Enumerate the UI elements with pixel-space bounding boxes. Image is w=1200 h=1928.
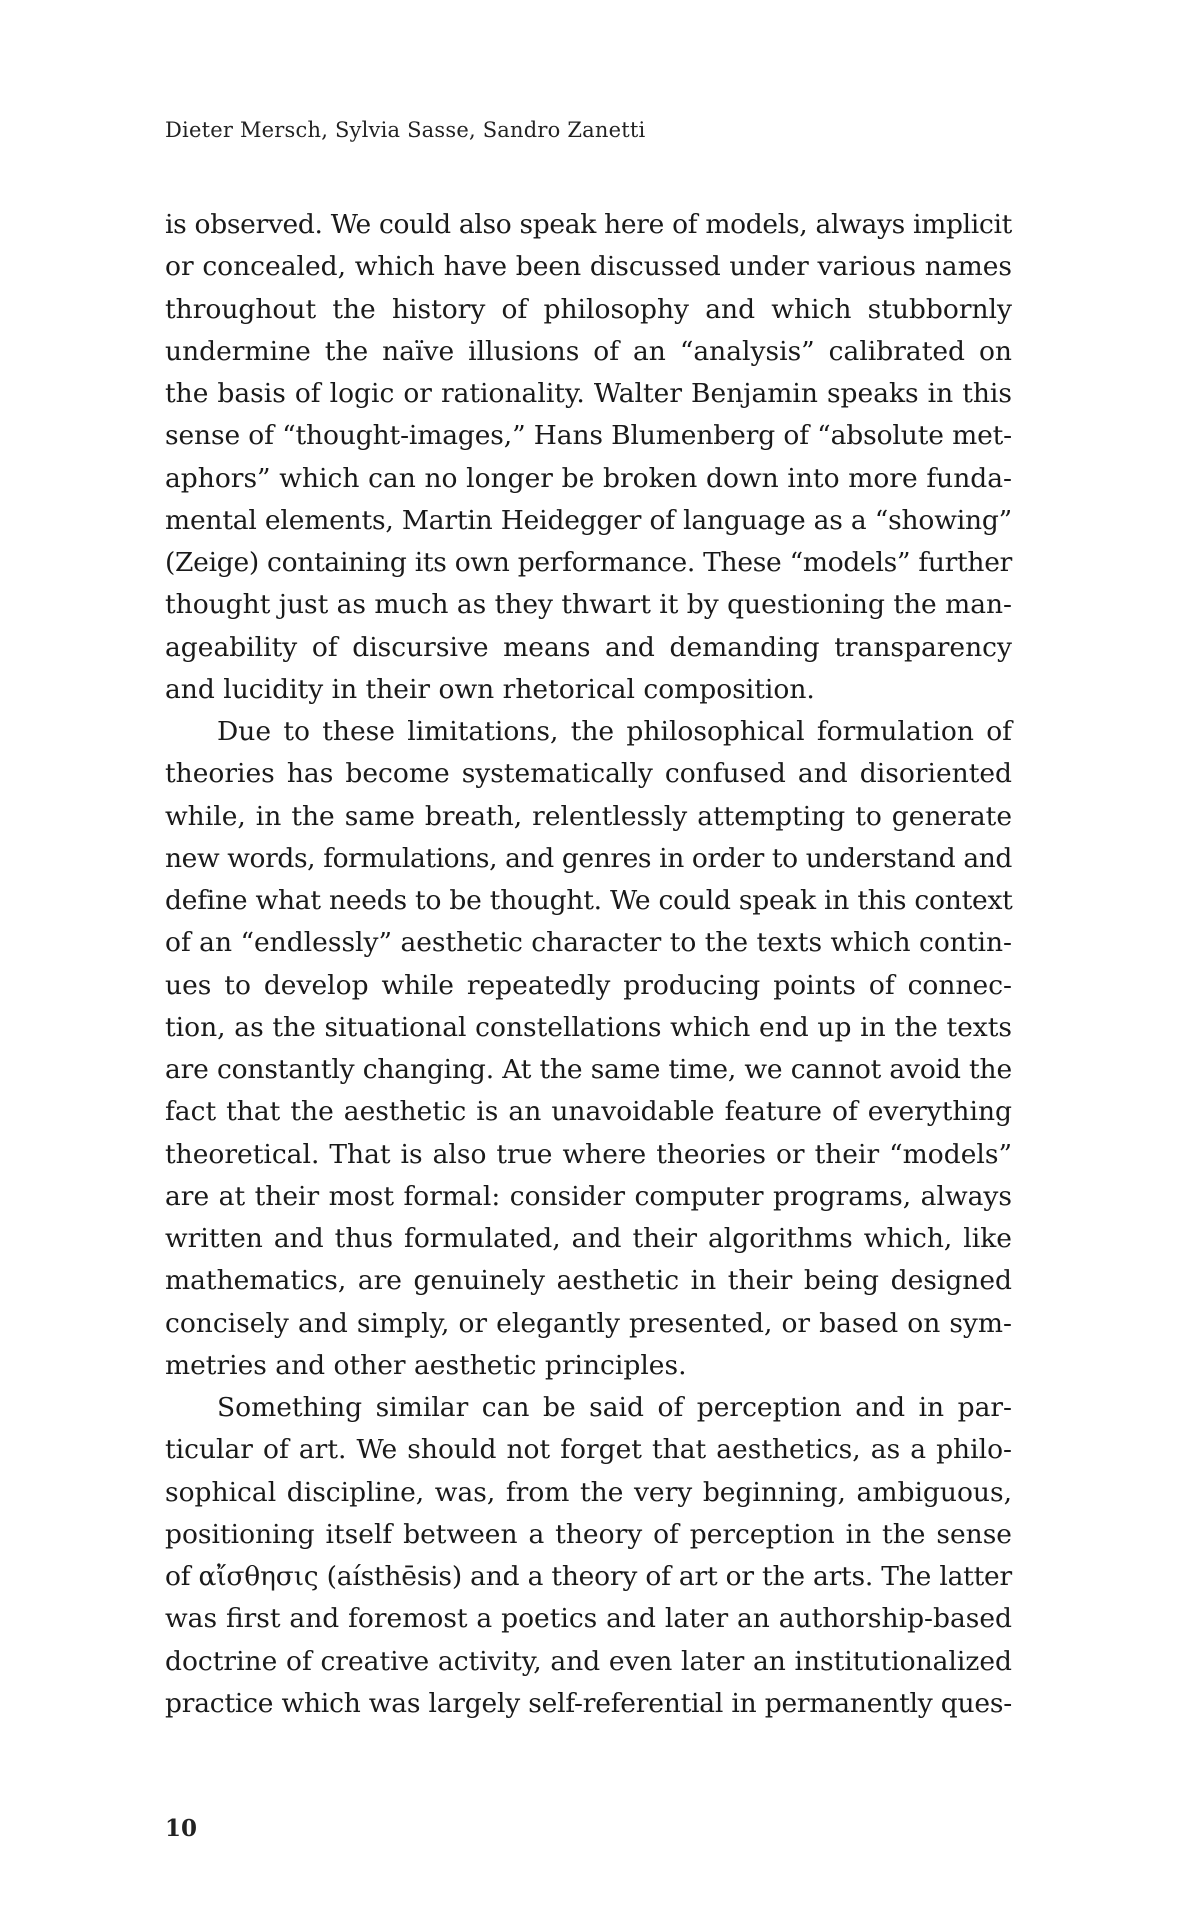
text-line: tion, as the situational constellations which end up in the texts	[165, 1011, 1012, 1043]
text-line: or concealed, which have been discussed under various names	[165, 251, 1012, 283]
text-line: Something similar can be said of perception and in par-	[217, 1392, 1012, 1423]
text-line: concisely and simply, or elegantly presented, or based on sym-	[165, 1307, 1012, 1339]
text-line: of αἴσθησις (aísthēsis) and a theory of art or the arts. The latter	[165, 1561, 1012, 1592]
text-line: and lucidity in their own rhetorical composition.	[165, 673, 815, 705]
text-line: mental elements, Martin Heidegger of language as a “showing”	[165, 504, 1012, 536]
text-line: throughout the history of philosophy and which stubbornly	[165, 293, 1012, 325]
text-line: practice which was largely self-referential in permanently ques-	[165, 1687, 1012, 1719]
text-line: (Zeige) containing its own performance. These “models” further	[165, 547, 1012, 578]
text-line: written and thus formulated, and their algorithms which, like	[165, 1223, 1012, 1254]
text-line: mathematics, are genuinely aesthetic in their being designed	[165, 1265, 1012, 1297]
text-line: sophical discipline, was, from the very beginning, ambiguous,	[165, 1476, 1012, 1508]
text-line: doctrine of creative activity, and even later an institutionalized	[165, 1645, 1012, 1677]
text-line: while, in the same breath, relentlessly attempting to generate	[165, 800, 1012, 832]
text-line: undermine the naïve illusions of an “analysis” calibrated on	[165, 335, 1012, 367]
text-line: the basis of logic or rationality. Walter Benjamin speaks in this	[165, 378, 1012, 409]
text-line: new words, formulations, and genres in order to understand and	[165, 842, 1012, 874]
text-line: is observed. We could also speak here of models, always implicit	[165, 209, 1012, 240]
text-line: aphors” which can no longer be broken down into more funda-	[165, 462, 1012, 494]
text-line: are at their most formal: consider computer programs, always	[165, 1180, 1012, 1212]
text-line: are constantly changing. At the same time, we cannot avoid the	[165, 1054, 1012, 1085]
text-line: ticular of art. We should not forget that aesthetics, as a philo-	[165, 1434, 1012, 1466]
text-line: of an “endlessly” aesthetic character to the texts which contin-	[165, 927, 1012, 959]
body-text	[165, 204, 1012, 1725]
text-line: sense of “thought-images,” Hans Blumenberg of “absolute met-	[165, 420, 1012, 452]
text-line: metries and other aesthetic principles.	[165, 1349, 687, 1381]
text-line: was first and foremost a poetics and later an authorship-based	[165, 1603, 1012, 1635]
text-line: theories has become systematically confused and disoriented	[165, 758, 1012, 790]
running-head: Dieter Mersch, Sylvia Sasse, Sandro Zanetti	[165, 118, 646, 142]
text-line: positioning itself between a theory of perception in the sense	[165, 1518, 1012, 1550]
text-line: theoretical. That is also true where theories or their “models”	[165, 1138, 1012, 1170]
text-line: Due to these limitations, the philosophical formulation of	[217, 716, 1012, 747]
text-line: ageability of discursive means and demanding transparency	[165, 631, 1012, 663]
text-line: define what needs to be thought. We could speak in this context	[165, 885, 1013, 916]
text-line: fact that the aesthetic is an unavoidable feature of everything	[165, 1096, 1012, 1128]
text-line: thought just as much as they thwart it by questioning the man-	[165, 589, 1012, 621]
text-line: ues to develop while repeatedly producing points of connec-	[165, 969, 1012, 1001]
page-number: 10	[165, 1815, 198, 1842]
